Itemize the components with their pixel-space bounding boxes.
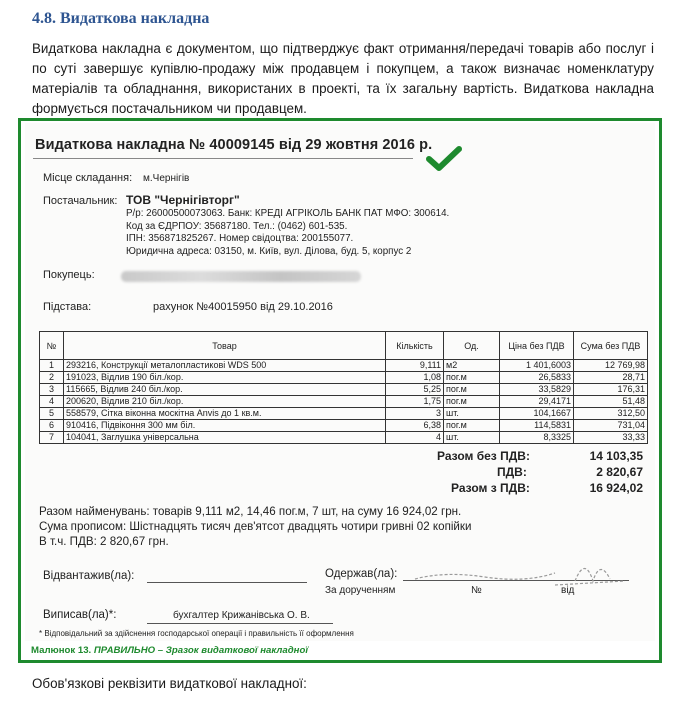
cell: 5,25 (386, 384, 444, 396)
shipped-label: Відвантажив(ла): (43, 570, 135, 582)
place-value: м.Чернігів (143, 173, 190, 184)
cell: 104,1667 (500, 408, 574, 420)
summary-in-words: Сума прописом: Шістнадцять тисяч дев'ятсот двадцять чотири гривні 02 копійки (39, 520, 472, 533)
cell: пог.м (444, 384, 500, 396)
intro-paragraph: Видаткова накладна є документом, що підтверджує факт отримання/передачі товарів або послуг і по суті завершує купівлю-продажу між продавцем і покупцем, а також визначає номенклатуру матеріалів та обладнання, використаних в проекті, та їх загальну вартість. Видаткова накладна формується постачальником чи продавцем. (32, 41, 654, 116)
cell: 2 (40, 372, 64, 384)
power-of-attorney-date: від (561, 585, 575, 596)
column-header: Товар (64, 332, 386, 360)
vat-label: ПДВ: (497, 465, 527, 479)
cell: 28,71 (574, 372, 648, 384)
total-with-vat-label: Разом з ПДВ: (451, 481, 530, 495)
cell: 29,4171 (500, 396, 574, 408)
caption-number: Малюнок 13. (31, 645, 92, 656)
issued-label: Виписав(ла)*: (43, 609, 117, 621)
cell: 6,38 (386, 420, 444, 432)
cell: 33,33 (574, 432, 648, 444)
vat-value: 2 820,67 (596, 465, 643, 479)
supplier-line: Р/р: 26000500073063. Банк: КРЕДІ АГРІКОЛЬ БАНК ПАТ МФО: 300614. (126, 208, 450, 219)
section-heading: 4.8. Видаткова накладна (32, 10, 210, 27)
column-header: Ціна без ПДВ (500, 332, 574, 360)
basis-value: рахунок №40015950 від 29.10.2016 (153, 301, 333, 313)
supplier-details (126, 208, 449, 258)
issued-value: бухгалтер Крижанівська О. В. (173, 610, 310, 621)
cell: 1,08 (386, 372, 444, 384)
cell: 3 (386, 408, 444, 420)
cell: 115665, Відлив 240 біл./кор. (64, 384, 386, 396)
power-of-attorney-number: № (471, 585, 482, 596)
buyer-label: Покупець: (43, 269, 95, 281)
invoice-scan (25, 123, 655, 641)
cell: 3 (40, 384, 64, 396)
cell: 731,04 (574, 420, 648, 432)
cell: 1,75 (386, 396, 444, 408)
cell: шт. (444, 432, 500, 444)
cell: 4 (386, 432, 444, 444)
cell: пог.м (444, 372, 500, 384)
cell: 176,31 (574, 384, 648, 396)
figure-frame (18, 118, 662, 663)
table-row (40, 432, 648, 444)
table-header-row (40, 332, 648, 360)
total-no-vat-value: 14 103,35 (589, 449, 643, 463)
cell: 1 401,6003 (500, 360, 574, 372)
cell: 26,5833 (500, 372, 574, 384)
cell: 7 (40, 432, 64, 444)
table-row (40, 408, 648, 420)
column-header: Кількість (386, 332, 444, 360)
supplier-label: Постачальник: (43, 195, 118, 207)
supplier-line: Код за ЄДРПОУ: 35687180. Тел.: (0462) 601-535. (126, 220, 348, 232)
cell: шт. (444, 408, 500, 420)
cell: 8,3325 (500, 432, 574, 444)
total-with-vat-value: 16 924,02 (589, 481, 643, 495)
cell: 200620, Відлив 210 біл./кор. (64, 396, 386, 408)
received-label: Одержав(ла): (325, 568, 398, 580)
cell: пог.м (444, 420, 500, 432)
figure-caption (31, 645, 308, 656)
basis-label: Підстава: (43, 301, 92, 313)
cell: 191023, Відлив 190 біл./кор. (64, 372, 386, 384)
cell: 9,111 (386, 360, 444, 372)
signature-scribble (405, 551, 645, 591)
cell: 312,50 (574, 408, 648, 420)
place-label: Місце складання: (43, 172, 133, 184)
cell: 1 (40, 360, 64, 372)
supplier-line: ІПН: 356871825267. Номер свідоцтва: 200155077. (126, 233, 354, 244)
buyer-redacted (121, 271, 361, 282)
cell: 104041, Заглушка універсальна (64, 432, 386, 444)
cell: 5 (40, 408, 64, 420)
cell: пог.м (444, 396, 500, 408)
items-table (39, 331, 648, 444)
cell: 558579, Сітка віконна москітна Anvis до 1 кв.м. (64, 408, 386, 420)
cell: 910416, Підвіконня 300 мм біл. (64, 420, 386, 432)
supplier-line: Юридична адреса: 03150, м. Київ, вул. Ділова, буд. 5, корпус 2 (126, 245, 412, 257)
check-icon (425, 145, 463, 176)
column-header: № (40, 332, 64, 360)
table-row (40, 384, 648, 396)
column-header: Сума без ПДВ (574, 332, 648, 360)
summary-items: Разом найменувань: товарів 9,111 м2, 14,46 пог.м, 7 шт, на суму 16 924,02 грн. (39, 505, 462, 518)
table-row (40, 396, 648, 408)
supplier-name: ТОВ "Чернігівторг" (126, 193, 240, 207)
cell: м2 (444, 360, 500, 372)
cell: 293216, Конструкції металопластикові WDS 500 (64, 360, 386, 372)
column-header: Од. (444, 332, 500, 360)
cell: 33,5829 (500, 384, 574, 396)
summary-vat: В т.ч. ПДВ: 2 820,67 грн. (39, 535, 169, 548)
cell: 6 (40, 420, 64, 432)
footnote: * Відповідальний за здійснення господарської операції і правильність її оформлення (39, 629, 354, 638)
cell: 4 (40, 396, 64, 408)
table-row (40, 420, 648, 432)
caption-text: ПРАВИЛЬНО – Зразок видаткової накладної (91, 645, 308, 656)
power-of-attorney-label: За дорученням (325, 585, 396, 596)
cell: 12 769,98 (574, 360, 648, 372)
requirements-intro: Обов'язкові реквізити видаткової накладної: (32, 676, 307, 691)
table-row (40, 372, 648, 384)
cell: 51,48 (574, 396, 648, 408)
table-row (40, 360, 648, 372)
invoice-title: Видаткова накладна № 40009145 від 29 жовтня 2016 р. (35, 137, 433, 153)
total-no-vat-label: Разом без ПДВ: (437, 449, 530, 463)
cell: 114,5831 (500, 420, 574, 432)
